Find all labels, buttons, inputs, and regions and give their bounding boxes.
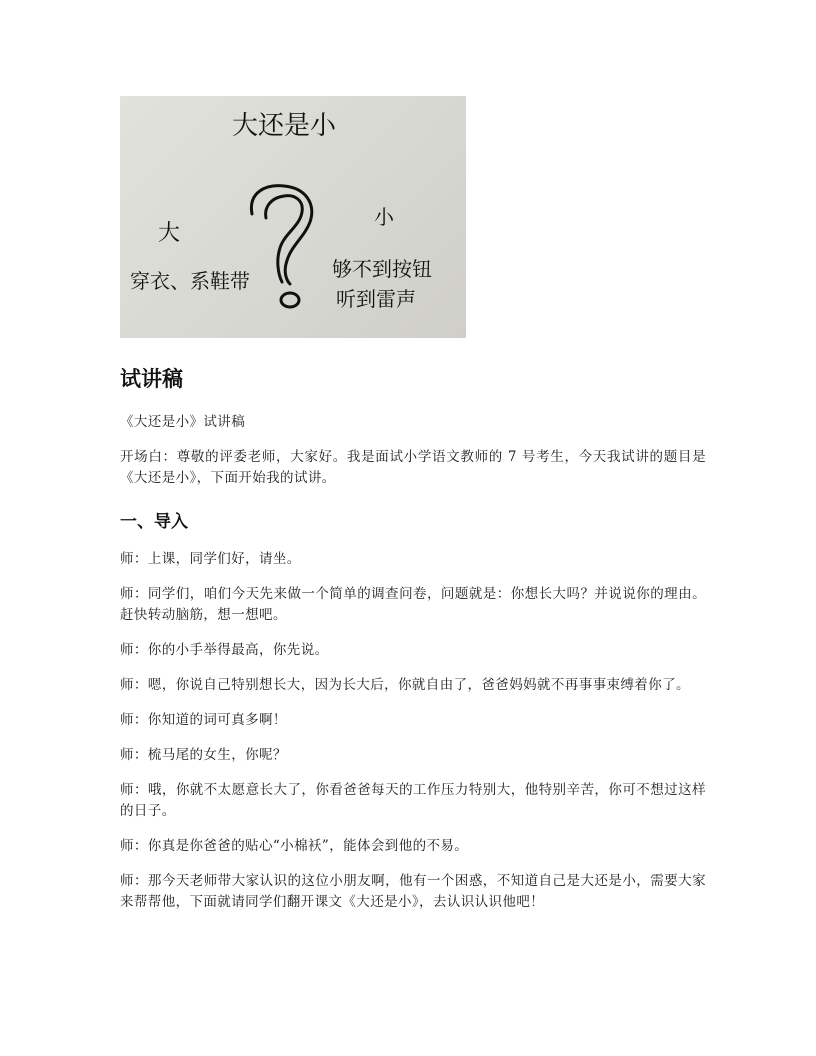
section-heading-intro: 一、导入 xyxy=(120,512,188,532)
figure-right-label: 小 xyxy=(374,205,394,229)
figure-right-note-2: 听到雷声 xyxy=(336,287,416,311)
dialogue-paragraph: 师：你真是你爸爸的贴心“小棉袄”，能体会到他的不易。 xyxy=(120,838,469,854)
dialogue-paragraph: 师：上课，同学们好，请坐。 xyxy=(120,551,301,567)
document-page xyxy=(120,96,706,913)
figure-mark: ? xyxy=(120,96,121,97)
document-subtitle: 《大还是小》试讲稿 xyxy=(120,414,246,430)
dialogue-paragraph: 师：你的小手举得最高，你先说。 xyxy=(120,642,329,658)
dialogue-paragraph: 师：同学们，咱们今天先来做一个简单的调查问卷，问题就是：你想长大吗？并说说你的理由。赶快转动脑筋，想一想吧。 xyxy=(120,586,706,623)
figure-title: 大还是小 xyxy=(232,111,337,141)
handwritten-drawing xyxy=(120,96,466,338)
question-mark-icon xyxy=(251,186,311,307)
dialogue-paragraph: 师：梳马尾的女生，你呢？ xyxy=(120,747,287,763)
dialogue-paragraph: 师：你知道的词可真多啊！ xyxy=(120,712,287,728)
figure-right-note-1: 够不到按钮 xyxy=(332,257,432,281)
intro-paragraph: 开场白：尊敬的评委老师，大家好。我是面试小学语文教师的 7 号考生，今天我试讲的题目是《大还是小》，下面开始我的试讲。 xyxy=(120,449,706,486)
dialogue-paragraph: 师：哦，你就不太愿意长大了，你看爸爸每天的工作压力特别大，他特别辛苦，你可不想过这样的日子。 xyxy=(120,782,706,819)
illustration-photo xyxy=(120,96,466,338)
page-title: 试讲稿 xyxy=(120,367,183,391)
figure-left-note: 穿衣、系鞋带 xyxy=(130,269,250,293)
dialogue-paragraph: 师：那今天老师带大家认识的这位小朋友啊，他有一个困惑，不知道自己是大还是小，需要大家来帮帮他，下面就请同学们翻开课文《大还是小》，去认识认识他吧！ xyxy=(120,873,706,910)
dialogue-paragraph: 师：嗯，你说自己特别想长大，因为长大后，你就自由了，爸爸妈妈就不再事事束缚着你了。 xyxy=(120,677,690,693)
figure-left-label: 大 xyxy=(158,221,181,246)
